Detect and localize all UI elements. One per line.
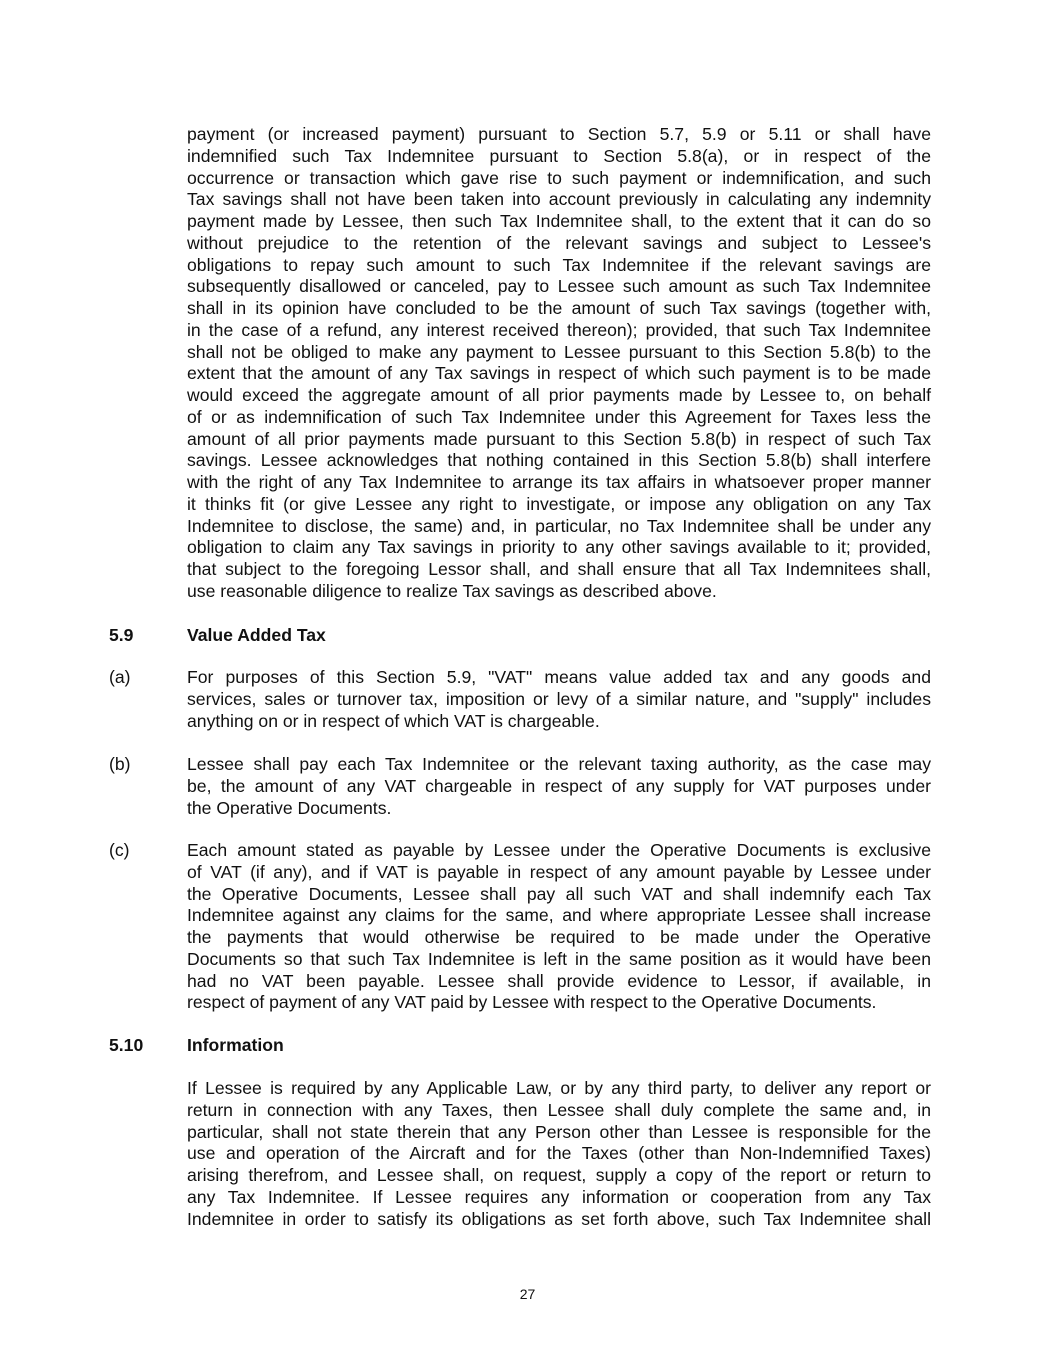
- clause-b-text: [187, 754, 931, 819]
- text-line: amount of all prior payments made pursuant to this Section 5.8(b) in respect of such Tax: [187, 428, 931, 449]
- text-line: return in connection with any Taxes, then Lessee shall duly complete the same and, in: [187, 1099, 931, 1120]
- section-number-5-10: 5.10: [109, 1035, 144, 1055]
- text-line: Documents so that such Tax Indemnitee is left in the same position as it would have been: [187, 948, 931, 969]
- text-line: subsequently disallowed or canceled, pay to Lessee such amount as such Tax Indemnitee: [187, 276, 931, 297]
- information-paragraph: [187, 1078, 931, 1230]
- text-line: in the case of a refund, any interest received thereon); provided, that such Tax Indemnitee: [187, 319, 931, 340]
- text-line: occurrence or transaction which gave rise to such payment or indemnification, and such: [187, 167, 931, 188]
- text-line: shall in its opinion have concluded to be the amount of such Tax savings (together with,: [187, 298, 931, 318]
- text-line: obligations to repay such amount to such Tax Indemnitee if the relevant savings are: [187, 254, 931, 275]
- text-line: the Operative Documents, Lessee shall pay all such VAT and shall indemnify each Tax: [187, 883, 931, 904]
- text-line: would exceed the aggregate amount of all prior payments made by Lessee to, on behalf: [187, 385, 931, 405]
- clause-c-text: [187, 840, 931, 1014]
- text-line: of or as indemnification of such Tax Indemnitee under this Agreement for Taxes less the: [187, 406, 931, 427]
- page-number: 27: [519, 1286, 536, 1302]
- clause-label-c: (c): [109, 840, 130, 860]
- text-line: the payments that would otherwise be required to be made under the Operative: [187, 927, 931, 947]
- section-number-5-9: 5.9: [109, 625, 134, 645]
- text-line: Indemnitee against any claims for the same, and where appropriate Lessee shall increase: [187, 905, 931, 926]
- text-line: savings. Lessee acknowledges that nothing contained in this Section 5.8(b) shall interfere: [187, 450, 931, 471]
- section-heading-information: Information: [187, 1035, 284, 1055]
- text-line: Lessee shall pay each Tax Indemnitee or the relevant taxing authority, as the case may: [187, 754, 931, 774]
- text-line: Indemnitee to disclose, the same) and, in particular, no Tax Indemnitee shall be under any: [187, 515, 931, 536]
- text-line: services, sales or turnover tax, imposition or levy of a similar nature, and "supply" includes: [187, 688, 931, 709]
- section-heading-value-added-tax: Value Added Tax: [187, 625, 326, 645]
- text-line: indemnified such Tax Indemnitee pursuant to Section 5.8(a), or in respect of the: [187, 145, 931, 166]
- text-line: Each amount stated as payable by Lessee under the Operative Documents is exclusive: [187, 840, 931, 860]
- text-line: Tax savings shall not have been taken into account previously in calculating any indemnity: [187, 189, 931, 210]
- clause-a-text: [187, 667, 931, 732]
- text-line: any Tax Indemnitee. If Lessee requires any information or cooperation from any Tax: [187, 1186, 931, 1207]
- text-line: it thinks fit (or give Lessee any right to investigate, or impose any obligation on any Tax: [187, 493, 931, 514]
- text-line: shall not be obliged to make any payment to Lessee pursuant to this Section 5.8(b) to the: [187, 341, 931, 362]
- text-line: Indemnitee in order to satisfy its obligations as set forth above, such Tax Indemnitee shall: [187, 1208, 931, 1229]
- text-line: obligation to claim any Tax savings in priority to any other savings available to it; provided,: [187, 537, 931, 558]
- text-line: that subject to the foregoing Lessor shall, and shall ensure that all Tax Indemnitees shall,: [187, 559, 931, 579]
- text-line: be, the amount of any VAT chargeable in respect of any supply for VAT purposes under: [187, 775, 931, 796]
- text-line: particular, shall not state therein that any Person other than Lessee is responsible for the: [187, 1121, 931, 1142]
- text-line: If Lessee is required by any Applicable Law, or by any third party, to deliver any report or: [187, 1078, 931, 1098]
- text-line: use reasonable diligence to realize Tax savings as described above.: [187, 580, 717, 601]
- paragraph-tax-savings: [187, 124, 931, 603]
- text-line: had no VAT been payable. Lessee shall provide evidence to Lessor, if available, in: [187, 970, 931, 991]
- text-line: extent that the amount of any Tax savings in respect of which such payment is to be made: [187, 363, 931, 384]
- clause-label-b: (b): [109, 754, 131, 774]
- text-line: arising therefrom, and Lessee shall, on request, supply a copy of the report or return to: [187, 1165, 931, 1185]
- text-line: For purposes of this Section 5.9, "VAT" means value added tax and any goods and: [187, 667, 931, 687]
- text-line: the Operative Documents.: [187, 797, 392, 818]
- text-line: payment (or increased payment) pursuant to Section 5.7, 5.9 or 5.11 or shall have: [187, 124, 931, 144]
- text-line: respect of payment of any VAT paid by Lessee with respect to the Operative Documents.: [187, 992, 877, 1013]
- text-line: use and operation of the Aircraft and for the Taxes (other than Non-Indemnified Taxes): [187, 1143, 931, 1164]
- text-line: payment made by Lessee, then such Tax Indemnitee shall, to the extent that it can do so: [187, 211, 931, 231]
- text-line: with the right of any Tax Indemnitee to arrange its tax affairs in whatsoever proper manner: [187, 472, 931, 492]
- text-line: of VAT (if any), and if VAT is payable in respect of any amount payable by Lessee under: [187, 861, 931, 882]
- clause-label-a: (a): [109, 667, 131, 687]
- text-line: anything on or in respect of which VAT is chargeable.: [187, 710, 600, 731]
- text-line: without prejudice to the retention of the relevant savings and subject to Lessee's: [187, 232, 931, 253]
